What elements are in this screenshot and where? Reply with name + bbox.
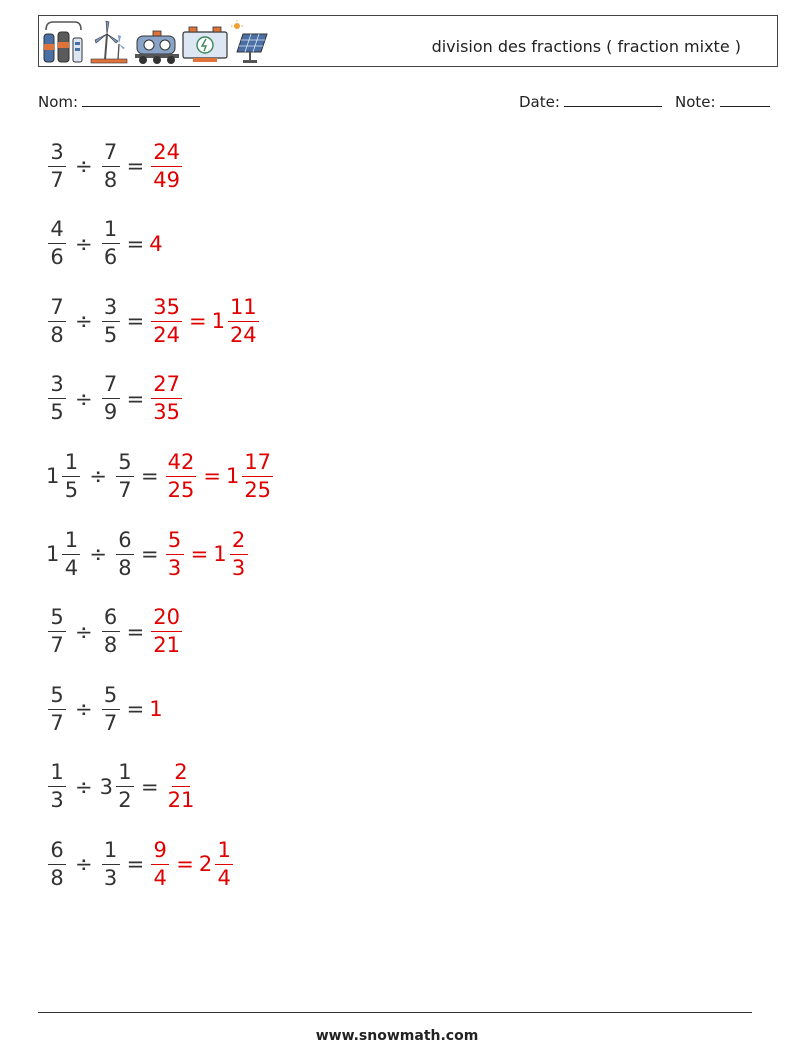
divisor-fraction-numerator: 6 bbox=[116, 530, 134, 555]
mixed-fraction-denominator: 3 bbox=[231, 555, 246, 580]
dividend-fraction-denominator: 7 bbox=[50, 633, 64, 658]
mixed-fraction-denominator: 25 bbox=[244, 477, 272, 502]
problem-row bbox=[46, 290, 261, 352]
answer-fraction bbox=[151, 837, 169, 890]
divisor-fraction-denominator: 7 bbox=[103, 710, 118, 735]
dividend-fraction-denominator: 7 bbox=[50, 710, 64, 735]
dividend-fraction bbox=[48, 607, 66, 656]
answer-fraction-numerator: 35 bbox=[151, 297, 182, 322]
answer-fraction-denominator: 25 bbox=[167, 477, 195, 502]
divisor-fraction-numerator: 5 bbox=[102, 685, 120, 710]
divisor-fraction bbox=[102, 219, 120, 268]
divisor-fraction bbox=[116, 762, 134, 811]
answer-fraction bbox=[166, 449, 197, 502]
dividend-fraction-denominator: 7 bbox=[50, 167, 64, 192]
answer-fraction bbox=[151, 374, 182, 423]
dividend-fraction bbox=[48, 219, 66, 268]
answer bbox=[149, 837, 235, 890]
wind-turbine-icon bbox=[91, 21, 127, 63]
problem-row bbox=[46, 523, 250, 585]
equals-sign: = bbox=[126, 309, 145, 334]
divisor-fraction bbox=[102, 682, 120, 735]
problem-row bbox=[46, 756, 198, 818]
divisor-fraction-numerator: 7 bbox=[102, 374, 120, 399]
divisor-fraction bbox=[102, 607, 120, 656]
answer-fraction-denominator: 21 bbox=[167, 788, 195, 813]
answer bbox=[149, 294, 260, 347]
divide-sign: ÷ bbox=[75, 852, 93, 877]
answer-fraction-denominator: 49 bbox=[153, 167, 180, 192]
problem-row bbox=[46, 678, 163, 740]
divide-sign: ÷ bbox=[89, 464, 107, 489]
answer bbox=[149, 139, 184, 192]
answer-fraction-numerator: 2 bbox=[172, 762, 190, 787]
dividend-fraction-numerator: 4 bbox=[48, 219, 66, 244]
problem-row bbox=[46, 833, 235, 895]
worksheet-title: division des fractions ( fraction mixte ) bbox=[431, 37, 741, 56]
date-field bbox=[519, 92, 662, 111]
divide-sign: ÷ bbox=[75, 386, 93, 411]
header-box bbox=[38, 15, 778, 67]
answer-fraction bbox=[166, 762, 197, 811]
problem-row bbox=[46, 601, 184, 663]
footer-divider bbox=[38, 1012, 752, 1013]
name-field bbox=[38, 92, 200, 111]
answer-fraction-numerator: 5 bbox=[166, 530, 184, 555]
answer-fraction-denominator: 35 bbox=[153, 400, 180, 425]
dividend-fraction bbox=[48, 682, 66, 735]
dividend-fraction-numerator: 3 bbox=[48, 142, 66, 167]
divisor-fraction bbox=[102, 837, 120, 890]
divisor-fraction-denominator: 8 bbox=[103, 167, 118, 192]
mixed-fraction-numerator: 2 bbox=[230, 530, 248, 555]
dividend-fraction-numerator: 1 bbox=[48, 762, 66, 787]
score-blank bbox=[720, 92, 770, 107]
answer-fraction-denominator: 3 bbox=[167, 555, 182, 580]
date-blank bbox=[564, 92, 662, 107]
answer-fraction-denominator: 4 bbox=[153, 865, 167, 890]
battery-icon bbox=[183, 27, 227, 62]
answer-fraction-numerator: 9 bbox=[151, 840, 169, 865]
answer-equals-sign: = bbox=[188, 309, 207, 334]
divisor-fraction-numerator: 7 bbox=[102, 142, 120, 167]
divisor-fraction-numerator: 3 bbox=[102, 297, 120, 322]
mixed-fraction bbox=[242, 449, 273, 502]
answer bbox=[164, 449, 275, 502]
dividend-whole: 1 bbox=[46, 542, 60, 566]
answer bbox=[149, 697, 162, 721]
problem-row bbox=[46, 368, 184, 430]
equals-sign: = bbox=[126, 231, 145, 256]
divisor-fraction-denominator: 8 bbox=[118, 555, 132, 580]
divide-sign: ÷ bbox=[75, 697, 93, 722]
equals-sign: = bbox=[126, 697, 145, 722]
dividend-fraction-numerator: 3 bbox=[48, 374, 66, 399]
answer-fraction-numerator: 20 bbox=[151, 607, 182, 632]
mixed-fraction bbox=[230, 527, 248, 580]
divisor-fraction bbox=[102, 374, 120, 423]
equals-sign: = bbox=[126, 852, 145, 877]
answer-equals-sign: = bbox=[203, 464, 221, 489]
dividend-fraction-numerator: 7 bbox=[48, 297, 66, 322]
divisor-fraction bbox=[102, 294, 120, 347]
dividend-fraction-denominator: 5 bbox=[64, 477, 79, 502]
answer bbox=[164, 527, 250, 580]
dividend-fraction bbox=[48, 762, 66, 811]
answer-fraction-denominator: 24 bbox=[153, 322, 180, 347]
answer-equals-sign: = bbox=[190, 542, 209, 566]
date-label: Date: bbox=[519, 93, 560, 111]
divisor-fraction-denominator: 3 bbox=[103, 865, 118, 890]
mixed-fraction-numerator: 11 bbox=[228, 297, 259, 322]
divisor-fraction bbox=[116, 527, 134, 580]
dividend-fraction-numerator: 6 bbox=[48, 840, 66, 865]
dividend-fraction bbox=[48, 139, 66, 192]
mixed-fraction bbox=[215, 837, 233, 890]
divisor-fraction-numerator: 1 bbox=[102, 219, 120, 244]
divide-sign: ÷ bbox=[75, 774, 93, 799]
gas-cylinders-icon bbox=[44, 22, 82, 62]
dividend-fraction-denominator: 5 bbox=[50, 400, 64, 425]
answer-fraction bbox=[166, 527, 184, 580]
divisor-fraction-denominator: 9 bbox=[103, 400, 118, 425]
dividend-fraction-denominator: 6 bbox=[50, 245, 64, 270]
mixed-whole: 2 bbox=[198, 852, 213, 877]
dividend-fraction bbox=[62, 527, 80, 580]
answer-integer: 4 bbox=[149, 231, 163, 256]
answer-fraction bbox=[151, 139, 182, 192]
header-icons bbox=[43, 20, 273, 64]
dividend-fraction-denominator: 4 bbox=[64, 555, 79, 580]
problem-row bbox=[46, 135, 184, 197]
equals-sign: = bbox=[140, 542, 159, 566]
divisor-fraction-numerator: 5 bbox=[116, 452, 134, 477]
answer bbox=[164, 762, 199, 811]
dividend-fraction bbox=[62, 449, 80, 502]
divisor-whole: 3 bbox=[99, 774, 113, 799]
mixed-fraction-numerator: 1 bbox=[215, 840, 233, 865]
equals-sign: = bbox=[126, 386, 145, 411]
mixed-fraction-numerator: 17 bbox=[242, 452, 273, 477]
mixed-whole: 1 bbox=[225, 464, 240, 489]
solar-panel-icon bbox=[231, 20, 267, 63]
answer bbox=[149, 232, 162, 256]
dividend-fraction bbox=[48, 294, 66, 347]
footer-site: www.snowmath.com bbox=[315, 1028, 479, 1044]
answer-fraction-denominator: 21 bbox=[153, 633, 180, 658]
mixed-whole: 1 bbox=[211, 309, 225, 334]
divisor-fraction-numerator: 1 bbox=[116, 762, 134, 787]
tanker-truck-icon bbox=[135, 31, 179, 64]
dividend-fraction-denominator: 8 bbox=[50, 865, 64, 890]
divisor-fraction bbox=[116, 449, 134, 502]
divide-sign: ÷ bbox=[89, 542, 107, 566]
dividend-fraction-denominator: 3 bbox=[50, 788, 64, 813]
score-label: Note: bbox=[675, 93, 716, 111]
divisor-fraction-denominator: 8 bbox=[103, 633, 118, 658]
problem-row bbox=[46, 445, 275, 507]
dividend-fraction bbox=[48, 374, 66, 423]
equals-sign: = bbox=[140, 774, 159, 799]
problem-row bbox=[46, 213, 163, 275]
dividend-fraction-numerator: 1 bbox=[62, 452, 80, 477]
dividend-fraction bbox=[48, 837, 66, 890]
name-label: Nom: bbox=[38, 93, 79, 111]
mixed-whole: 1 bbox=[213, 542, 227, 566]
dividend-fraction-numerator: 5 bbox=[48, 607, 66, 632]
divisor-fraction-denominator: 2 bbox=[118, 788, 132, 813]
dividend-fraction-numerator: 1 bbox=[62, 530, 80, 555]
answer-fraction-numerator: 24 bbox=[151, 142, 182, 167]
divisor-fraction-denominator: 5 bbox=[103, 322, 118, 347]
divisor-fraction-numerator: 1 bbox=[102, 840, 120, 865]
divisor-fraction-numerator: 6 bbox=[102, 607, 120, 632]
mixed-fraction-denominator: 4 bbox=[217, 865, 231, 890]
score-field bbox=[675, 92, 770, 111]
divide-sign: ÷ bbox=[75, 154, 93, 178]
answer-fraction-numerator: 42 bbox=[166, 452, 197, 477]
dividend-fraction-denominator: 8 bbox=[50, 322, 64, 347]
answer-fraction bbox=[151, 607, 182, 656]
mixed-fraction-denominator: 24 bbox=[229, 322, 257, 347]
mixed-fraction bbox=[228, 294, 259, 347]
answer-integer: 1 bbox=[149, 697, 163, 722]
divide-sign: ÷ bbox=[75, 231, 93, 256]
equals-sign: = bbox=[126, 619, 145, 644]
dividend-whole: 1 bbox=[46, 464, 60, 489]
answer-fraction-numerator: 27 bbox=[151, 374, 182, 399]
divide-sign: ÷ bbox=[75, 619, 93, 644]
answer-equals-sign: = bbox=[176, 852, 194, 877]
answer-fraction bbox=[151, 294, 182, 347]
divisor-fraction bbox=[102, 139, 120, 192]
equals-sign: = bbox=[126, 154, 145, 178]
divide-sign: ÷ bbox=[75, 309, 93, 334]
equals-sign: = bbox=[140, 464, 159, 489]
name-blank bbox=[82, 92, 200, 107]
divisor-fraction-denominator: 7 bbox=[118, 477, 132, 502]
answer bbox=[149, 374, 184, 423]
answer bbox=[149, 607, 184, 656]
dividend-fraction-numerator: 5 bbox=[48, 685, 66, 710]
divisor-fraction-denominator: 6 bbox=[103, 245, 118, 270]
